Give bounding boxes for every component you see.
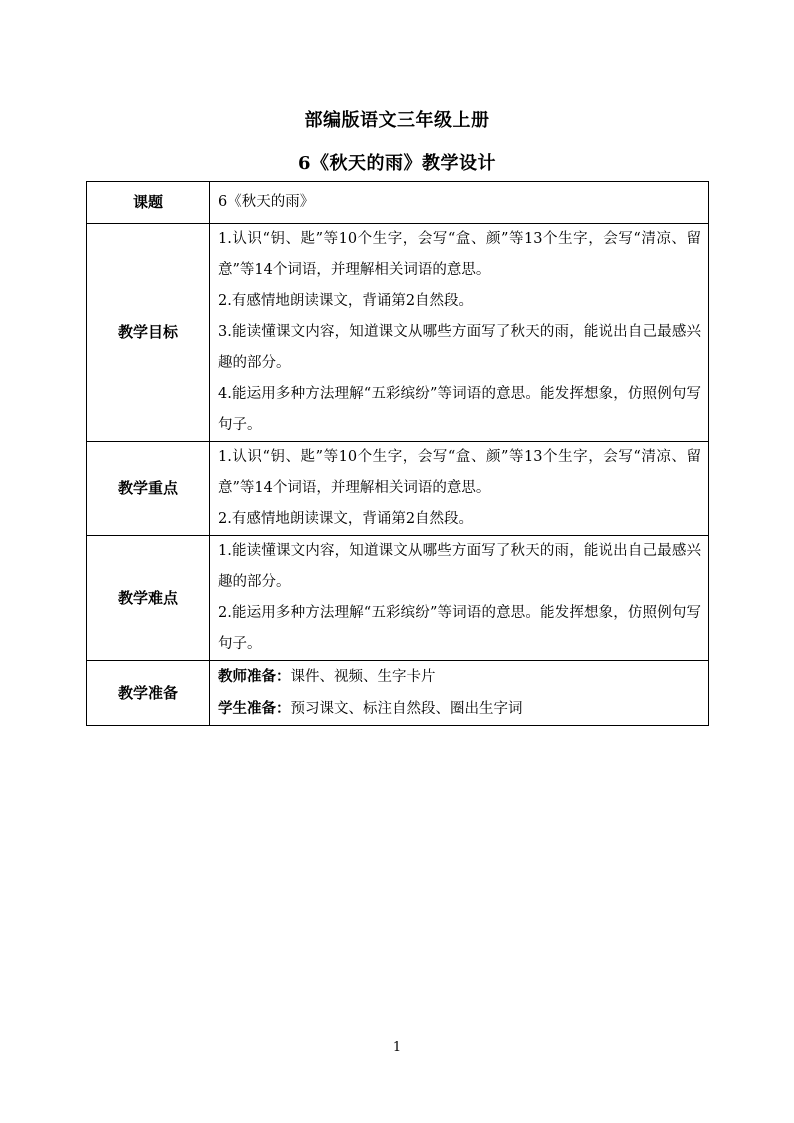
topic-label: 课题 (87, 182, 210, 224)
table-row-goals (87, 224, 709, 442)
teacher-preparation-value: 课件、视频、生字卡片 (290, 669, 436, 685)
preparation-content (210, 661, 709, 726)
goal-item: 1.认识“钥、匙”等10个生字，会写“盒、颜”等13个生字，会写“清凉、留意”等14个词语，并理解相关词语的意思。 (218, 231, 701, 278)
goals-label: 教学目标 (87, 224, 210, 442)
difficulty-item: 2.能运用多种方法理解“五彩缤纷”等词语的意思。能发挥想象，仿照例句写句子。 (218, 605, 701, 652)
key-point-item: 1.认识“钥、匙”等10个生字，会写“盒、颜”等13个生字，会写“清凉、留意”等14个词语，并理解相关词语的意思。 (218, 449, 701, 496)
preparation-label: 教学准备 (87, 661, 210, 726)
key-points-label: 教学重点 (87, 442, 210, 536)
difficulty-item: 1.能读懂课文内容，知道课文从哪些方面写了秋天的雨，能说出自己最感兴趣的部分。 (218, 543, 701, 590)
table-row-topic (87, 182, 709, 224)
student-preparation-label: 学生准备： (218, 700, 291, 717)
lesson-plan-table (86, 181, 709, 726)
document-subtitle: 6《秋天的雨》教学设计 (297, 153, 497, 174)
student-preparation (218, 693, 701, 725)
page-number: 1 (392, 1040, 402, 1055)
student-preparation-value: 预习课文、标注自然段、圈出生字词 (290, 701, 523, 717)
topic-value: 6《秋天的雨》 (210, 182, 709, 224)
key-point-item: 2.有感情地朗读课文，背诵第2自然段。 (218, 511, 474, 527)
table-row-preparation (87, 661, 709, 726)
goal-item: 2.有感情地朗读课文，背诵第2自然段。 (218, 293, 474, 309)
teacher-preparation (218, 661, 701, 693)
table-row-key-points (87, 442, 709, 536)
table-row-difficulties (87, 536, 709, 661)
document-title: 部编版语文三年级上册 (304, 110, 490, 131)
difficulties-label: 教学难点 (87, 536, 210, 661)
teacher-preparation-label: 教师准备： (218, 668, 291, 685)
goals-content (210, 224, 709, 442)
goal-item: 3.能读懂课文内容，知道课文从哪些方面写了秋天的雨，能说出自己最感兴趣的部分。 (218, 324, 701, 371)
difficulties-content (210, 536, 709, 661)
goal-item: 4.能运用多种方法理解“五彩缤纷”等词语的意思。能发挥想象，仿照例句写句子。 (218, 386, 701, 433)
key-points-content (210, 442, 709, 536)
